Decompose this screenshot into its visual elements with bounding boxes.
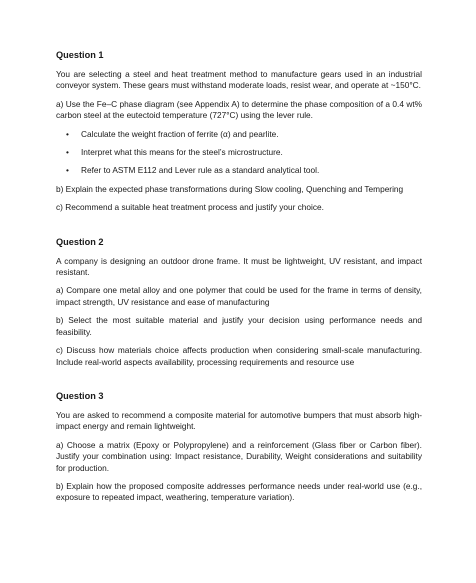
question-3-intro: You are asked to recommend a composite material for automotive bumpers that must absorb high-impact energy and remain lightweight. bbox=[56, 409, 422, 432]
question-1-part-b: b) Explain the expected phase transformations during Slow cooling, Quenching and Tempering bbox=[56, 183, 404, 194]
bullet-item: • Interpret what this means for the steel’s microstructure. bbox=[56, 147, 422, 158]
question-2-title: Question 2 bbox=[56, 236, 104, 247]
question-1 bbox=[56, 49, 422, 214]
section-spacer bbox=[56, 221, 422, 236]
question-3-part-a: a) Choose a matrix (Epoxy or Polypropylene) and a reinforcement (Glass fiber or Carbon fiber). Justify your combination using: Impact resistance, Durability, Weight considerations and suitability for production. bbox=[56, 439, 422, 473]
bullet-item: • Calculate the weight fraction of ferrite (α) and pearlite. bbox=[56, 129, 422, 140]
question-1-intro: You are selecting a steel and heat treatment method to manufacture gears used in an industrial conveyor system. These gears must withstand moderate loads, resist wear, and operate at ~150°C. bbox=[56, 69, 422, 91]
question-2 bbox=[56, 236, 422, 368]
bullet-item: • Refer to ASTM E112 and Lever rule as a standard analytical tool. bbox=[56, 165, 422, 176]
question-2-part-c: c) Discuss how materials choice affects production when considering small-scale manufacturing. Include real-world aspects availability, processing requirements and resource use bbox=[56, 345, 422, 367]
question-1-bullet-list bbox=[56, 129, 422, 177]
question-3-part-b: b) Explain how the proposed composite addresses performance needs under real-world use (e.g., exposure to repeated impact, weathering, temperature variation). bbox=[56, 480, 422, 503]
question-1-part-a: a) Use the Fe–C phase diagram (see Appendix A) to determine the phase composition of a 0.4 wt% carbon steel at the eutectoid temperature (727°C) using the lever rule. bbox=[56, 98, 422, 121]
section-spacer bbox=[56, 375, 422, 390]
question-2-intro: A company is designing an outdoor drone frame. It must be lightweight, UV resistant, and impact resistant. bbox=[56, 255, 422, 278]
question-1-part-c: c) Recommend a suitable heat treatment process and justify your choice. bbox=[56, 202, 324, 213]
question-2-part-b: b) Select the most suitable material and justify your decision using performance needs and feasibility. bbox=[56, 315, 422, 337]
question-3 bbox=[56, 390, 422, 504]
question-3-title: Question 3 bbox=[56, 390, 104, 401]
question-2-part-a: a) Compare one metal alloy and one polymer that could be used for the frame in terms of density, impact strength, UV resistance and ease of manufacturing bbox=[56, 285, 422, 307]
question-1-title: Question 1 bbox=[56, 50, 104, 60]
document-page bbox=[56, 49, 422, 511]
